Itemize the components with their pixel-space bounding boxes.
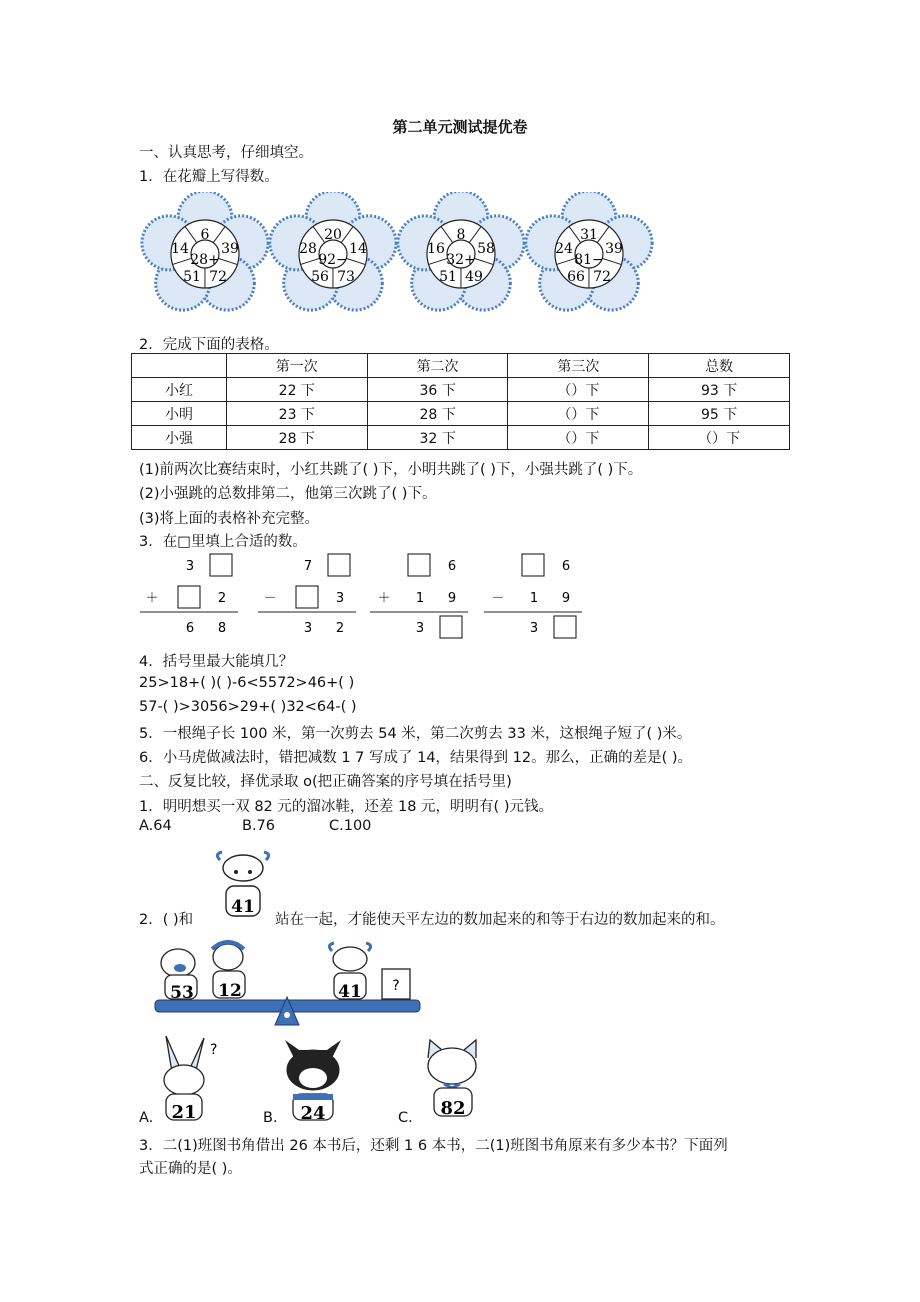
flower-number-bottom-right: 72 [593, 269, 611, 285]
operator: － [263, 591, 277, 606]
mc2-option-c-letter: C. [398, 1110, 413, 1126]
flower-number-top: 6 [200, 227, 210, 243]
q5: 5．一根绳子长 100 米，第一次剪去 54 米，第二次剪去 33 米，这根绳子短了( )米。 [139, 726, 692, 742]
flower-number-bottom-left: 51 [439, 269, 457, 285]
option-number: 82 [440, 1098, 466, 1119]
cat-illustration [414, 1036, 490, 1120]
flower [398, 192, 524, 310]
flower-number-right: 39 [605, 241, 623, 257]
result-digit: 3 [415, 621, 425, 636]
mc1-option-c: C.100 [329, 818, 372, 834]
table-cell: 93 下 [649, 378, 790, 402]
flower-number-bottom-right: 72 [209, 269, 227, 285]
mc2-label-b: 站在一起，才能使天平左边的数加起来的和等于右边的数加起来的和。 [275, 912, 725, 928]
mid-digit: 2 [217, 591, 227, 606]
flower [526, 192, 652, 310]
blank-box[interactable] [408, 554, 430, 576]
table-header-row [132, 354, 790, 378]
q2-sub2: (2)小强跳的总数排第二，他第三次跳了( )下。 [139, 486, 437, 502]
blank-box[interactable] [210, 554, 232, 576]
dog-illustration [277, 1032, 349, 1124]
jump-table [131, 353, 790, 450]
vertical-problem [258, 554, 356, 636]
table-cell: （）下 [508, 426, 649, 450]
result-digit: 3 [303, 621, 313, 636]
flower [270, 192, 396, 310]
flower-number-center: 32+ [446, 252, 476, 268]
mc3-line1: 3．二(1)班图书角借出 26 本书后，还剩 1 6 本书，二(1)班图书角原来有多少本书？下面列 [139, 1138, 728, 1154]
table-cell: 小强 [132, 426, 227, 450]
blank-box[interactable] [554, 616, 576, 638]
top-digit: 3 [185, 559, 195, 574]
table-row [132, 402, 790, 426]
flower-number-bottom-right: 49 [465, 269, 483, 285]
mc1-label: 1．明明想买一双 82 元的溜冰鞋，还差 18 元，明明有( )元钱。 [139, 799, 553, 815]
scale-number: 12 [218, 981, 242, 1001]
flower-number-right: 58 [477, 241, 495, 257]
table-cell: 28 下 [367, 402, 508, 426]
flower-number-right: 14 [349, 241, 367, 257]
q2-label: 2．完成下面的表格。 [139, 337, 279, 353]
flower-number-left: 24 [555, 241, 573, 257]
flower-number-center: 81− [574, 252, 604, 268]
sheep-41-illustration [212, 850, 274, 920]
flower-number-bottom-left: 56 [311, 269, 329, 285]
flower-number-top: 20 [324, 227, 342, 243]
vertical-problem [140, 554, 238, 636]
flower-number-top: 31 [580, 227, 598, 243]
q2-sub1: (1)前两次比赛结束时，小红共跳了( )下，小明共跳了( )下，小强共跳了( )下。 [139, 462, 643, 478]
balance-scale [150, 935, 425, 1027]
table-cell: （）下 [508, 378, 649, 402]
result-digit: 6 [185, 621, 195, 636]
vertical-arithmetic [140, 550, 600, 645]
table-header [132, 354, 227, 378]
flower-number-left: 28 [299, 241, 317, 257]
q4-line1: 25>18+( )( )-6<5572>46+( ) [139, 675, 355, 691]
scale-number: 53 [170, 983, 194, 1003]
table-header: 总数 [649, 354, 790, 378]
q3-label: 3．在□里填上合适的数。 [139, 534, 307, 550]
option-number: 21 [171, 1102, 197, 1123]
mc1-option-a: A.64 [139, 818, 172, 834]
mc2-label-a: 2．( )和 [139, 912, 194, 928]
mid-digit: 1 [415, 591, 425, 606]
table-cell: 23 下 [226, 402, 367, 426]
table-cell: （）下 [508, 402, 649, 426]
q2-sub3: (3)将上面的表格补充完整。 [139, 511, 320, 527]
blank-box[interactable] [522, 554, 544, 576]
mid-digit: 1 [529, 591, 539, 606]
result-digit: 3 [529, 621, 539, 636]
operator: ＋ [145, 591, 159, 606]
mc2-option-b-letter: B. [263, 1110, 278, 1126]
vertical-problem [370, 554, 468, 638]
table-cell: 小红 [132, 378, 227, 402]
table-cell: 32 下 [367, 426, 508, 450]
q1-label: 1．在花瓣上写得数。 [139, 169, 279, 185]
blank-box[interactable] [296, 586, 318, 608]
flower [142, 192, 268, 310]
flower-number-left: 14 [171, 241, 189, 257]
svg-text:?: ? [210, 1042, 218, 1058]
flower-number-center: 92− [318, 252, 348, 268]
blank-box[interactable] [440, 616, 462, 638]
mc2-option-a-letter: A. [139, 1110, 154, 1126]
flower-diagram [140, 192, 780, 322]
q4-line2: 57-( )>3056>29+( )32<64-( ) [139, 699, 357, 715]
q4-label: 4．括号里最大能填几？ [139, 654, 294, 670]
table-cell: （）下 [649, 426, 790, 450]
mid-digit: 3 [335, 591, 345, 606]
section-1-heading: 一、认真思考，仔细填空。 [139, 145, 313, 161]
section-2-heading: 二、反复比较，择优录取 o(把正确答案的序号填在括号里) [139, 774, 512, 790]
flower-number-bottom-left: 66 [567, 269, 585, 285]
result-digit: 2 [335, 621, 345, 636]
mid-digit: 9 [447, 591, 457, 606]
vertical-problem [484, 554, 582, 638]
flower-number-top: 8 [456, 227, 466, 243]
table-row [132, 426, 790, 450]
mid-digit: 9 [561, 591, 571, 606]
top-digit: 6 [561, 559, 571, 574]
page-title: 第二单元测试提优卷 [392, 118, 528, 136]
scale-question: ? [392, 978, 400, 994]
operator: － [491, 591, 505, 606]
q6: 6．小马虎做减法时，错把减数 1 7 写成了 14，结果得到 12。那么，正确的差是( )。 [139, 750, 693, 766]
top-digit: 6 [447, 559, 457, 574]
table-header: 第一次 [226, 354, 367, 378]
result-digit: 8 [217, 621, 227, 636]
top-digit: 7 [303, 559, 313, 574]
flower-number-left: 16 [427, 241, 445, 257]
flower-number-bottom-right: 73 [337, 269, 355, 285]
table-cell: 36 下 [367, 378, 508, 402]
flower-number-center: 28+ [190, 252, 220, 268]
table-header: 第三次 [508, 354, 649, 378]
table-cell: 28 下 [226, 426, 367, 450]
table-row [132, 378, 790, 402]
mc1-option-b: B.76 [242, 818, 276, 834]
option-number: 24 [300, 1103, 326, 1124]
rabbit-illustration [152, 1032, 220, 1124]
table-cell: 22 下 [226, 378, 367, 402]
mc3-line2: 式正确的是( )。 [139, 1161, 242, 1177]
table-cell: 95 下 [649, 402, 790, 426]
flower-number-bottom-left: 51 [183, 269, 201, 285]
blank-box[interactable] [178, 586, 200, 608]
sheep-number: 41 [231, 897, 255, 917]
table-header: 第二次 [367, 354, 508, 378]
scale-number: 41 [338, 982, 362, 1002]
blank-box[interactable] [328, 554, 350, 576]
flower-number-right: 39 [221, 241, 239, 257]
operator: ＋ [377, 591, 391, 606]
table-cell: 小明 [132, 402, 227, 426]
